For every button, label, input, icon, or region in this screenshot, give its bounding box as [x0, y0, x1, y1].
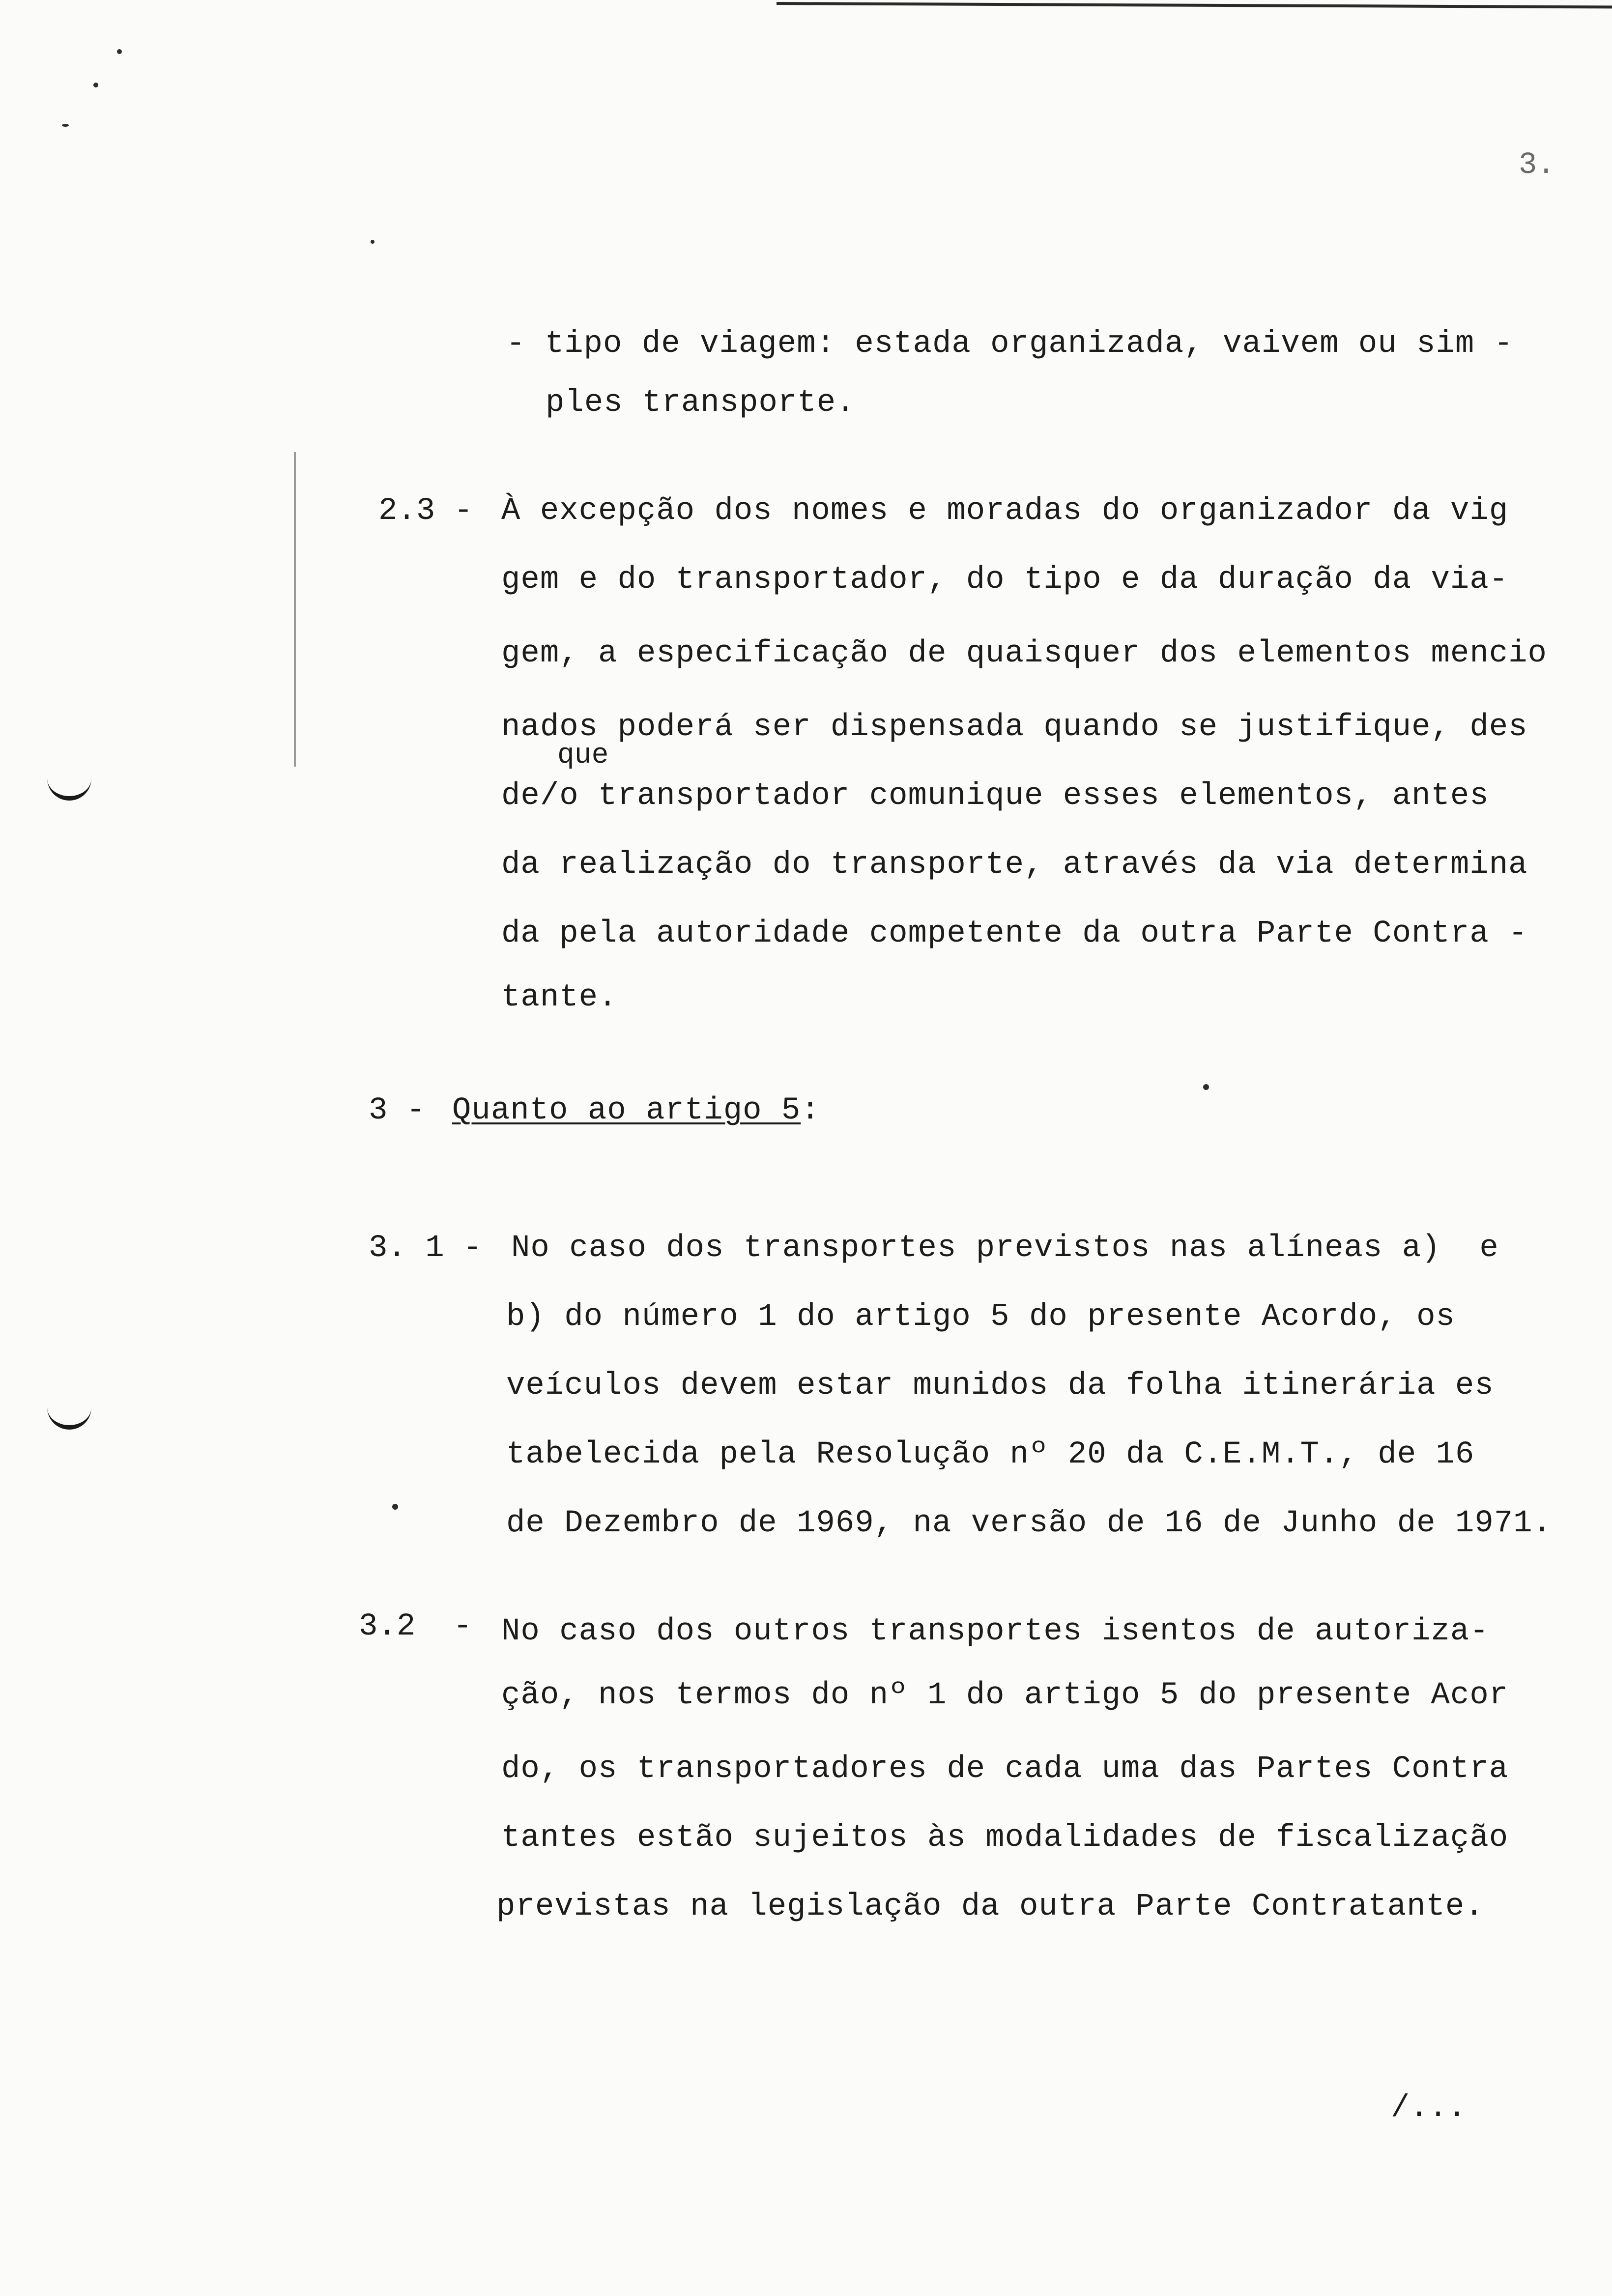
list-item-line: - tipo de viagem: estada organizada, vaivem ou sim - — [506, 326, 1514, 362]
section-heading-colon: : — [801, 1093, 820, 1128]
margin-mark — [294, 452, 296, 767]
paragraph-line: b) do número 1 do artigo 5 do presente Acordo, os — [506, 1299, 1455, 1335]
page-number: 3. — [1519, 147, 1555, 182]
continuation-mark: /... — [1391, 2091, 1467, 2126]
paragraph-line: gem e do transportador, do tipo e da duração da via- — [501, 562, 1509, 598]
section-number: 3.2 - — [359, 1609, 472, 1644]
paragraph-line: tantes estão sujeitos às modalidades de fiscalização — [501, 1820, 1509, 1856]
paragraph-line: tabelecida pela Resolução nº 20 da C.E.M.T., de 16 — [506, 1437, 1475, 1472]
paragraph-line: gem, a especificação de quaisquer dos elementos mencio — [501, 636, 1547, 671]
section-number: 2.3 - — [378, 493, 473, 529]
scan-speck — [1203, 1084, 1209, 1090]
section-heading — [452, 1091, 820, 1130]
paragraph-line: de Dezembro de 1969, na versão de 16 de Junho de 1971. — [506, 1506, 1552, 1541]
paragraph-line: do, os transportadores de cada uma das Partes Contra — [501, 1751, 1509, 1787]
section-number: 3. 1 - — [369, 1231, 482, 1266]
paragraph-line: tante. — [501, 980, 618, 1015]
scan-speck — [62, 124, 69, 127]
paragraph-line: No caso dos transportes previstos nas alíneas a) e — [511, 1231, 1499, 1266]
section-number: 3 - — [369, 1093, 426, 1128]
paragraph-line: À excepção dos nomes e moradas do organizador da vig — [501, 493, 1509, 529]
paragraph-line: da realização do transporte, através da via determina — [501, 847, 1528, 883]
paragraph-line: veículos devem estar munidos da folha itinerária es — [506, 1368, 1494, 1404]
scan-speck — [371, 240, 374, 244]
interlinear-insertion: que — [557, 740, 609, 772]
punch-hole-mark — [47, 776, 91, 801]
paragraph-line: previstas na legislação da outra Parte Contratante. — [496, 1889, 1484, 1924]
paragraph-line: nados poderá ser dispensada quando se justifique, des — [501, 710, 1528, 745]
list-item-line: ples transporte. — [546, 385, 856, 421]
scan-speck — [93, 83, 98, 87]
scan-speck — [117, 49, 122, 54]
paragraph-line: de/o transportador comunique esses elementos, antes — [501, 778, 1489, 814]
paragraph-line: ção, nos termos do nº 1 do artigo 5 do presente Acor — [501, 1678, 1509, 1713]
section-heading-text: Quanto ao artigo 5 — [452, 1093, 801, 1128]
paragraph-line: No caso dos outros transportes isentos de autoriza- — [501, 1614, 1489, 1649]
top-border-line — [777, 2, 1612, 8]
scan-speck — [392, 1504, 398, 1510]
punch-hole-mark — [47, 1406, 91, 1430]
paragraph-line: da pela autoridade competente da outra Parte Contra - — [501, 916, 1528, 951]
